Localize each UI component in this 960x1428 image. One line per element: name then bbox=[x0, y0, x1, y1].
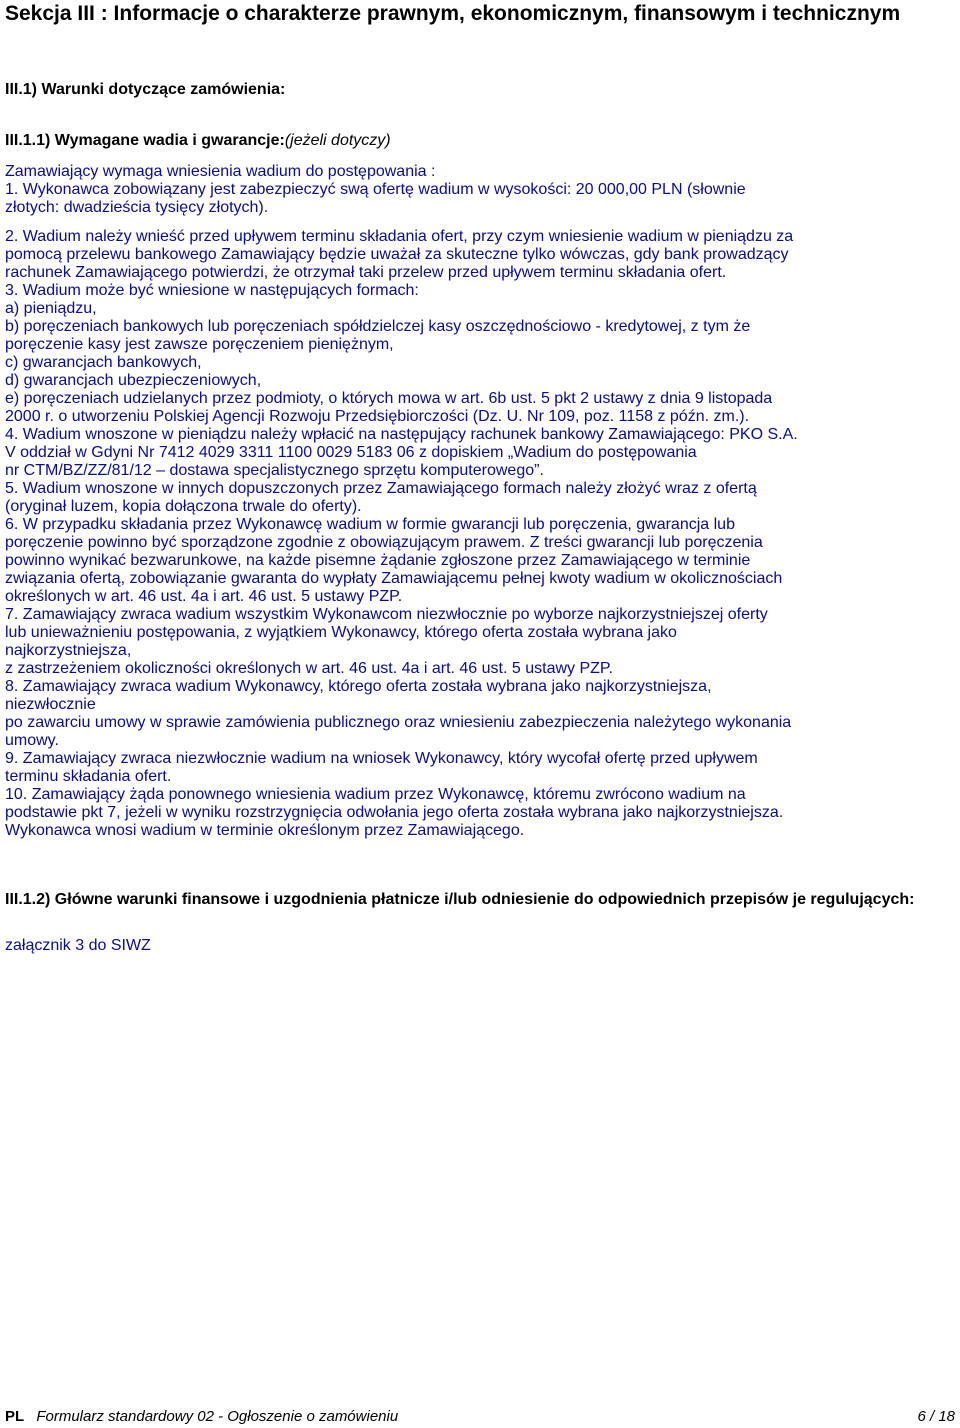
wadium-line: 2. Wadium należy wnieść przed upływem terminu składania ofert, przy czym wniesienie wadium w pieniądzu za bbox=[5, 228, 794, 245]
wadium-line: związania ofertą, zobowiązanie gwaranta do wypłaty Zamawiającemu pełnej kwoty wadium w okolicznościach bbox=[5, 570, 783, 587]
wadium-line: 1. Wykonawca zobowiązany jest zabezpieczyć swą ofertę wadium w wysokości: 20 000,00 PLN (słownie bbox=[5, 181, 746, 198]
footer-page-number: 6 / 18 bbox=[917, 1408, 955, 1425]
wadium-line: lub unieważnieniu postępowania, z wyjątkiem Wykonawcy, którego oferta została wybrana jako bbox=[5, 624, 677, 641]
wadium-line: 6. W przypadku składania przez Wykonawcę wadium w formie gwarancji lub poręczenia, gwarancja lub bbox=[5, 516, 735, 533]
wadium-line: 10. Zamawiający żąda ponownego wniesienia wadium przez Wykonawcę, któremu zwrócono wadium na bbox=[5, 786, 746, 803]
wadium-line: określonych w art. 46 ust. 4a i art. 46 ust. 5 ustawy PZP. bbox=[5, 588, 403, 605]
wadium-line: 8. Zamawiający zwraca wadium Wykonawcy, którego oferta została wybrana jako najkorzystniejsza, bbox=[5, 678, 712, 695]
heading-glowne-warunki: III.1.2) Główne warunki finansowe i uzgodnienia płatnicze i/lub odniesienie do odpowiednich przepisów je regulujących: bbox=[5, 891, 915, 908]
wadium-line: po zawarciu umowy w sprawie zamówienia publicznego oraz wniesieniu zabezpieczenia należytego wykonania bbox=[5, 714, 792, 731]
wadium-line: nr CTM/BZ/ZZ/81/12 – dostawa specjalistycznego sprzętu komputerowego”. bbox=[5, 462, 544, 479]
wadium-line: poręczenie kasy jest zawsze poręczeniem pieniężnym, bbox=[5, 336, 394, 353]
wadium-line: najkorzystniejsza, bbox=[5, 642, 132, 659]
section-title: Sekcja III : Informacje o charakterze prawnym, ekonomicznym, finansowym i technicznym bbox=[5, 2, 901, 25]
wadium-line: złotych: dwadzieścia tysięcy złotych). bbox=[5, 199, 269, 216]
wadium-line: z zastrzeżeniem okoliczności określonych w art. 46 ust. 4a i art. 46 ust. 5 ustawy PZP. bbox=[5, 660, 613, 677]
wadium-line: podstawie pkt 7, jeżeli w wyniku rozstrzygnięcia odwołania jego oferta została wybrana jako najkorzystniejsza. bbox=[5, 804, 784, 821]
wadium-line: V oddział w Gdyni Nr 7412 4029 3311 1100 0029 5183 06 z dopiskiem „Wadium do postępowania bbox=[5, 444, 697, 461]
wadium-line: 3. Wadium może być wniesione w następujących formach: bbox=[5, 282, 419, 299]
wadium-line: 7. Zamawiający zwraca wadium wszystkim Wykonawcom niezwłocznie po wyborze najkorzystniejszej oferty bbox=[5, 606, 768, 623]
heading-wadia bbox=[5, 131, 391, 151]
heading-wadia-note: (jeżeli dotyczy) bbox=[284, 132, 391, 149]
wadium-line: a) pieniądzu, bbox=[5, 300, 97, 317]
wadium-line: pomocą przelewu bankowego Zamawiający będzie uważał za skuteczne tylko wówczas, gdy bank prowadzący bbox=[5, 246, 789, 263]
wadium-line: 2000 r. o utworzeniu Polskiej Agencji Rozwoju Przedsiębiorczości (Dz. U. Nr 109, poz. 1158 z późn. zm.). bbox=[5, 408, 750, 425]
wadium-points bbox=[5, 181, 955, 840]
footer-form-name: Formularz standardowy 02 - Ogłoszenie o zamówieniu bbox=[36, 1408, 399, 1425]
wadium-line: terminu składania ofert. bbox=[5, 768, 172, 785]
heading-wadia-title: III.1.1) Wymagane wadia i gwarancje: bbox=[5, 132, 285, 149]
paragraph-gap bbox=[5, 217, 955, 228]
wadium-line: b) poręczeniach bankowych lub poręczeniach spółdzielczej kasy oszczędnościowo - kredytowej, z tym że bbox=[5, 318, 751, 335]
wadium-line: e) poręczeniach udzielanych przez podmioty, o których mowa w art. 6b ust. 5 pkt 2 ustawy z dnia 9 listopada bbox=[5, 390, 773, 407]
page-footer bbox=[5, 1407, 955, 1427]
wadium-line: c) gwarancjach bankowych, bbox=[5, 354, 202, 371]
wadium-line: d) gwarancjach ubezpieczeniowych, bbox=[5, 372, 262, 389]
glowne-warunki-value: załącznik 3 do SIWZ bbox=[5, 937, 151, 954]
wadium-line: powinno wynikać bezwarunkowe, na każde pisemne żądanie zgłoszone przez Zamawiającego w terminie bbox=[5, 552, 751, 569]
wadium-line: 5. Wadium wnoszone w innych dopuszczonych przez Zamawiającego formach należy złożyć wraz z ofertą bbox=[5, 480, 757, 497]
wadium-intro: Zamawiający wymaga wniesienia wadium do postępowania : bbox=[5, 163, 436, 180]
heading-warunki: III.1) Warunki dotyczące zamówienia: bbox=[5, 81, 286, 98]
wadium-line: rachunek Zamawiającego potwierdzi, że otrzymał taki przelew przed upływem terminu składania ofert. bbox=[5, 264, 727, 281]
wadium-line: Wykonawca wnosi wadium w terminie określonym przez Zamawiającego. bbox=[5, 822, 525, 839]
wadium-line: niezwłocznie bbox=[5, 696, 96, 713]
wadium-line: (oryginał luzem, kopia dołączona trwale do oferty). bbox=[5, 498, 362, 515]
wadium-line: poręczenie powinno być sporządzone zgodnie z obowiązującym prawem. Z treści gwarancji lub poręczenia bbox=[5, 534, 763, 551]
footer-language: PL bbox=[5, 1408, 25, 1425]
wadium-line: 9. Zamawiający zwraca niezwłocznie wadium na wniosek Wykonawcy, który wycofał ofertę przed upływem bbox=[5, 750, 758, 767]
wadium-line: umowy. bbox=[5, 732, 59, 749]
wadium-line: 4. Wadium wnoszone w pieniądzu należy wpłacić na następujący rachunek bankowy Zamawiającego: PKO S.A. bbox=[5, 426, 798, 443]
